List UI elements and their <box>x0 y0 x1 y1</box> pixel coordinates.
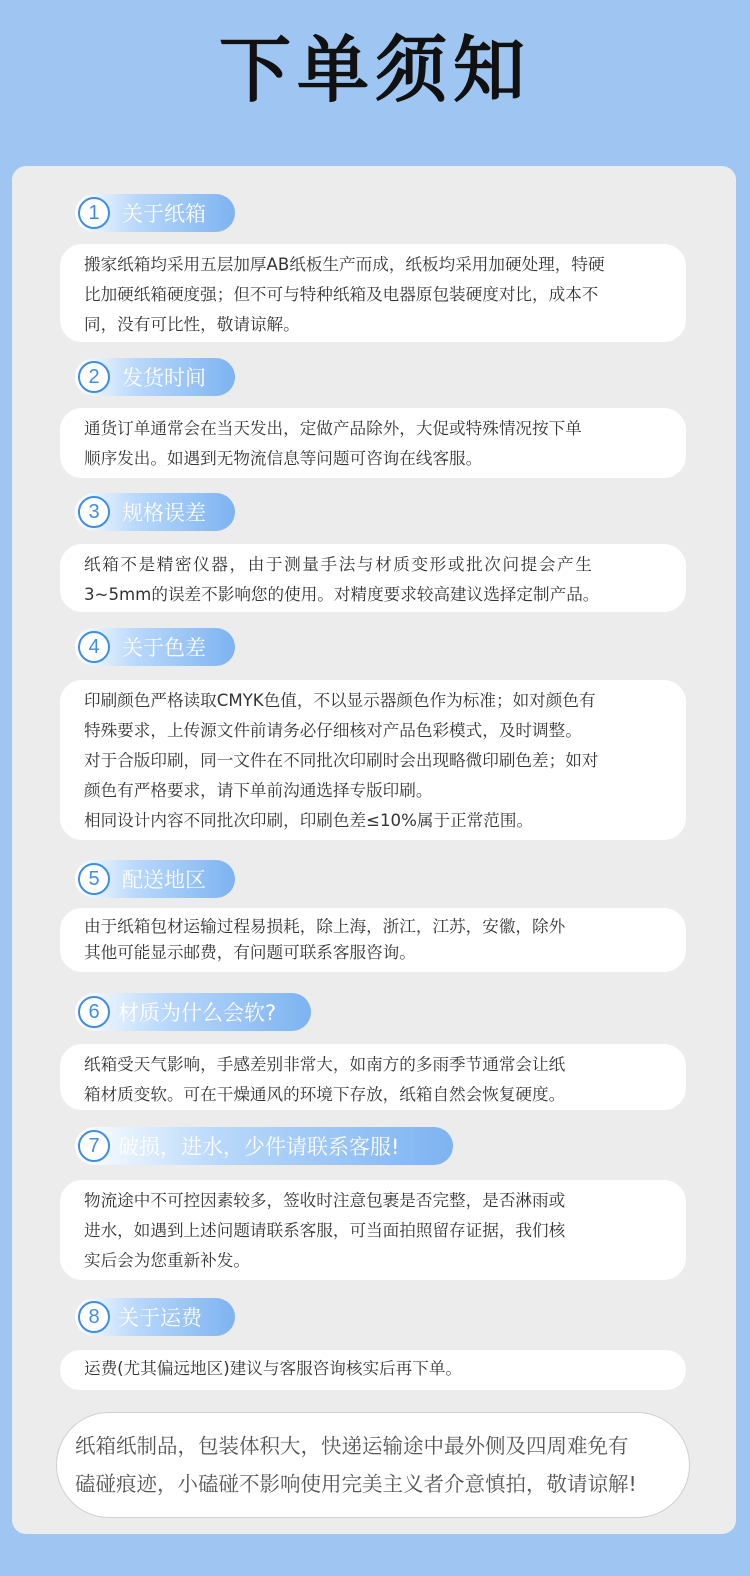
section-heading-5 <box>75 860 235 898</box>
section-number-7: 7 <box>78 1130 110 1162</box>
body-line: 印刷颜色严格读取CMYK色值，不以显示器颜色作为标准；如对颜色有 <box>84 691 596 710</box>
section-title-1: 关于纸箱 <box>122 202 206 226</box>
notice-line: 纸箱纸制品，包装体积大，快递运输途中最外侧及四周难免有 <box>75 1434 629 1458</box>
section-heading-2 <box>75 358 235 396</box>
body-line: 箱材质变软。可在干燥通风的环境下存放，纸箱自然会恢复硬度。 <box>84 1085 566 1104</box>
bottom-notice <box>56 1412 690 1518</box>
body-line: 同，没有可比性，敬请谅解。 <box>84 315 300 334</box>
body-line: 特殊要求，上传源文件前请务必仔细核对产品色彩模式，及时调整。 <box>84 721 582 740</box>
page-title: 下单须知 <box>218 28 531 112</box>
body-line: 运费(尤其偏远地区)建议与客服咨询核实后再下单。 <box>84 1359 463 1378</box>
section-title-5: 配送地区 <box>122 868 206 892</box>
body-line: 物流途中不可控因素较多，签收时注意包裹是否完整，是否淋雨或 <box>84 1191 566 1210</box>
section-title-3: 规格误差 <box>122 501 206 525</box>
body-line: 实后会为您重新补发。 <box>84 1251 250 1270</box>
section-number-1: 1 <box>78 197 110 229</box>
body-line: 比加硬纸箱硬度强；但不可与特种纸箱及电器原包装硬度对比，成本不 <box>84 285 599 304</box>
section-body-8 <box>60 1350 686 1390</box>
body-line: 其他可能显示邮费，有问题可联系客服咨询。 <box>84 943 416 962</box>
section-number-8: 8 <box>78 1301 110 1333</box>
section-heading-6 <box>75 993 311 1031</box>
section-title-7: 破损，进水，少件请联系客服! <box>118 1135 400 1159</box>
body-line: 纸箱受天气影响，手感差别非常大，如南方的多雨季节通常会让纸 <box>84 1055 566 1074</box>
section-body-5 <box>60 908 686 972</box>
body-line: 颜色有严格要求，请下单前沟通选择专版印刷。 <box>84 781 433 800</box>
section-heading-1 <box>75 194 235 232</box>
section-title-8: 关于运费 <box>118 1306 202 1330</box>
body-line: 进水，如遇到上述问题请联系客服，可当面拍照留存证据，我们核 <box>84 1221 566 1240</box>
section-heading-4 <box>75 628 235 666</box>
section-heading-7 <box>75 1127 453 1165</box>
section-number-6: 6 <box>78 996 110 1028</box>
body-line: 3~5mm的误差不影响您的使用。对精度要求较高建议选择定制产品。 <box>84 585 600 604</box>
section-heading-3 <box>75 493 235 531</box>
section-title-4: 关于色差 <box>122 636 206 660</box>
body-line: 纸箱不是精密仪器，由于测量手法与材质变形或批次问提会产生 <box>84 555 594 574</box>
section-number-5: 5 <box>78 863 110 895</box>
section-body-7 <box>60 1180 686 1280</box>
body-line: 对于合版印刷，同一文件在不同批次印刷时会出现略微印刷色差；如对 <box>84 751 599 770</box>
body-line: 通货订单通常会在当天发出，定做产品除外，大促或特殊情况按下单 <box>84 419 582 438</box>
section-title-6: 材质为什么会软? <box>118 1001 277 1025</box>
section-heading-8 <box>75 1298 235 1336</box>
section-body-1 <box>60 244 686 342</box>
section-body-3 <box>60 544 686 612</box>
section-body-2 <box>60 408 686 478</box>
section-title-2: 发货时间 <box>122 366 206 390</box>
section-body-6 <box>60 1044 686 1110</box>
body-line: 搬家纸箱均采用五层加厚AB纸板生产而成，纸板均采用加硬处理，特硬 <box>84 255 605 274</box>
body-line: 顺序发出。如遇到无物流信息等问题可咨询在线客服。 <box>84 449 483 468</box>
notice-line: 磕碰痕迹，小磕碰不影响使用完美主义者介意慎拍，敬请谅解! <box>75 1472 637 1496</box>
body-line: 相同设计内容不同批次印刷，印刷色差≤10%属于正常范围。 <box>84 811 534 830</box>
section-number-3: 3 <box>78 496 110 528</box>
section-number-4: 4 <box>78 631 110 663</box>
section-number-2: 2 <box>78 361 110 393</box>
section-body-4 <box>60 680 686 840</box>
body-line: 由于纸箱包材运输过程易损耗，除上海，浙江，江苏，安徽，除外 <box>84 917 566 936</box>
